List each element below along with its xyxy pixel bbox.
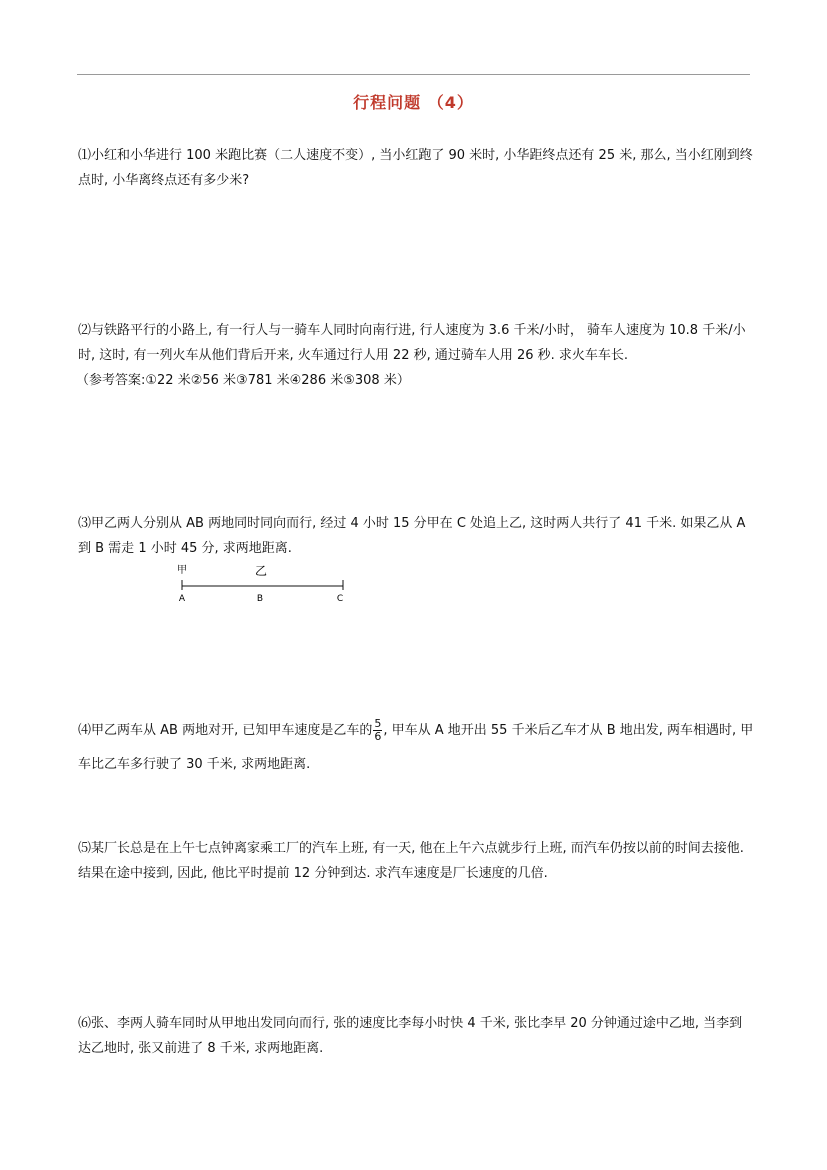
question-5: ⑸某厂长总是在上午七点钟离家乘工厂的汽车上班, 有一天, 他在上午六点就步行上班, 而汽车仍按以前的时间去接他. 结果在途中接到, 因此, 他比平时提前 12 分钟到达. 求汽车速度是厂长速度的几倍.	[78, 841, 744, 881]
question-3: ⑶甲乙两人分别从 AB 两地同时同向而行, 经过 4 小时 15 分甲在 C 处追上乙, 这时两人共行了 41 千米. 如果乙从 A 到 B 需走 1 小时 45 分, 求两地距离.	[78, 516, 746, 556]
question-1: ⑴小红和小华进行 100 米跑比赛（二人速度不变）, 当小红跑了 90 米时, 小华距终点还有 25 米, 那么, 当小红刚到终点时, 小华离终点还有多少米?	[78, 148, 753, 188]
point-c-label: C	[336, 594, 344, 604]
line-diagram	[170, 560, 360, 605]
label-yi: 乙	[254, 564, 268, 578]
question-4-text-a: ⑷甲乙两车从 AB 两地对开, 已知甲车速度是乙车的	[78, 723, 373, 738]
question-4	[78, 714, 754, 782]
question-6: ⑹张、李两人骑车同时从甲地出发同向而行, 张的速度比李每小时快 4 千米, 张比李早 20 分钟通过途中乙地, 当李到达乙地时, 张又前进了 8 千米, 求两地距离.	[78, 1016, 743, 1056]
label-jia: 甲	[177, 565, 187, 576]
fraction-denominator: 6	[374, 730, 382, 743]
question-2-answer: （参考答案:①22 米②56 米③781 米④286 米⑤308 米）	[76, 373, 410, 388]
question-4-text-b: , 甲车从 A 地开出 55 千米后乙车才从 B 地出发, 两车相遇时, 甲车比乙车多行驶了 30 千米, 求两地距离.	[78, 723, 754, 772]
point-a-label: A	[178, 594, 186, 604]
fraction-numerator: 5	[374, 717, 382, 730]
question-2: ⑵与铁路平行的小路上, 有一行人与一骑车人同时向南行进, 行人速度为 3.6 千米/小时， 骑车人速度为 10.8 千米/小时, 这时, 有一列火车从他们背后开来, 火车通过行人用 22 秒, 通过骑车人用 26 秒. 求火车车长.	[78, 323, 746, 363]
header-rule	[77, 74, 750, 75]
page-title: 行程问题 （4）	[353, 93, 474, 112]
fraction-five-sixths	[373, 718, 382, 743]
point-b-label: B	[256, 594, 264, 604]
